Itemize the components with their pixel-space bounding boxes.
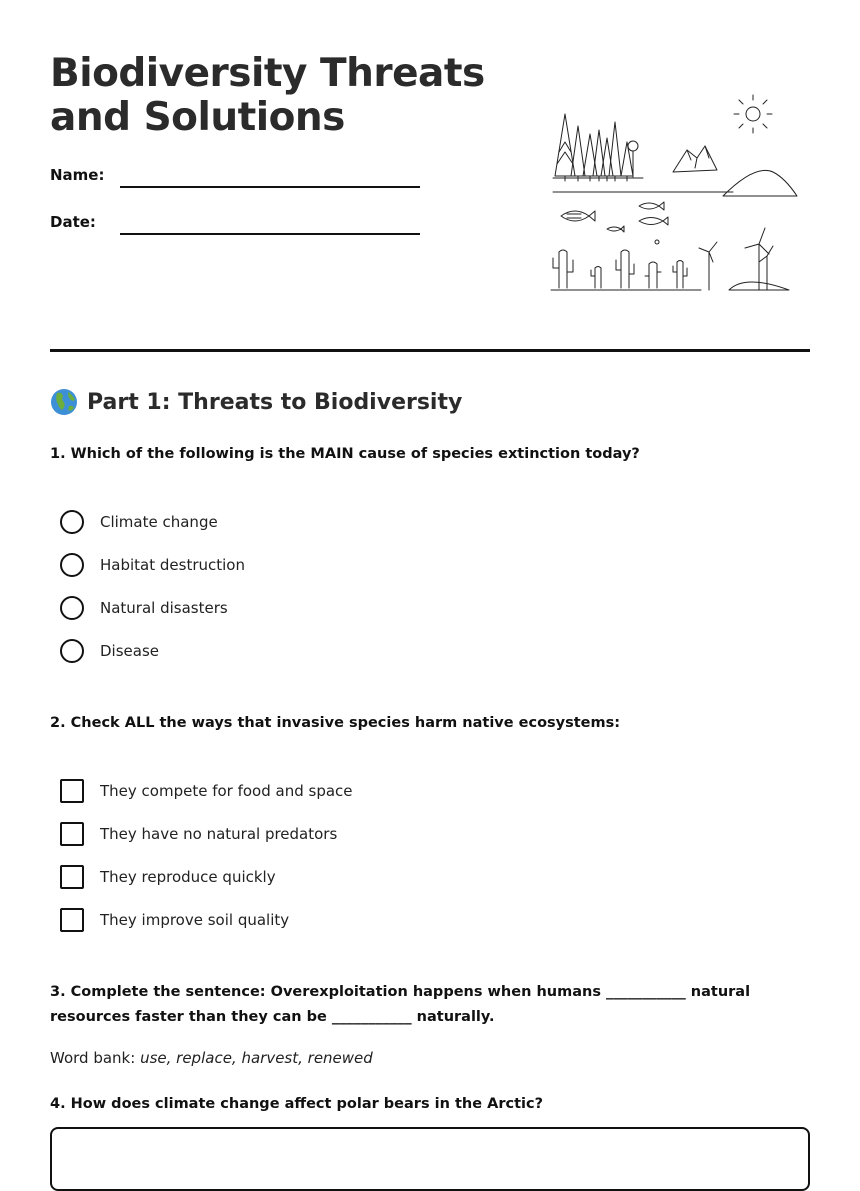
option-label: Disease [100, 642, 159, 660]
worksheet-title: Biodiversity Threats and Solutions [50, 51, 485, 140]
q4-answer-box[interactable] [50, 1127, 810, 1191]
mountain-icon [673, 146, 717, 172]
question-2: 2. Check ALL the ways that invasive species harm native ecosystems: [50, 715, 621, 731]
q1-option-3[interactable] [60, 595, 228, 621]
radio-button[interactable] [60, 639, 84, 663]
part1-heading [50, 388, 462, 416]
option-label: They reproduce quickly [100, 868, 276, 886]
date-label: Date: [50, 213, 96, 231]
option-label: Climate change [100, 513, 218, 531]
checkbox[interactable] [60, 822, 84, 846]
name-label: Name: [50, 166, 105, 184]
date-line[interactable] [120, 233, 420, 235]
q2-option-4[interactable] [60, 907, 289, 933]
section-divider [50, 349, 810, 352]
wind-turbine-icon [699, 228, 789, 290]
q1-option-4[interactable] [60, 638, 159, 664]
hill-icon [723, 170, 797, 196]
sun-icon [734, 95, 772, 133]
question-1: 1. Which of the following is the MAIN cause of species extinction today? [50, 446, 640, 462]
option-label: They improve soil quality [100, 911, 290, 929]
q2-option-2[interactable] [60, 821, 337, 847]
option-label: They compete for food and space [100, 782, 353, 800]
word-bank-words: use, replace, harvest, renewed [140, 1049, 373, 1067]
checkbox[interactable] [60, 865, 84, 889]
checkbox[interactable] [60, 908, 84, 932]
question-4: 4. How does climate change affect polar bears in the Arctic? [50, 1096, 543, 1112]
ecosystem-illustration [545, 92, 805, 302]
cactus-icon [551, 250, 701, 290]
word-bank [50, 1049, 373, 1067]
q2-option-3[interactable] [60, 864, 276, 890]
q2-option-1[interactable] [60, 778, 353, 804]
q1-option-1[interactable] [60, 509, 218, 535]
radio-button[interactable] [60, 596, 84, 620]
question-3: 3. Complete the sentence: Overexploitation happens when humans ___________ natural resources faster than they can be ___________ naturally. [50, 984, 751, 1025]
checkbox[interactable] [60, 779, 84, 803]
word-bank-label: Word bank: [50, 1049, 136, 1067]
q1-option-2[interactable] [60, 552, 245, 578]
option-label: Natural disasters [100, 599, 228, 617]
part1-title: Part 1: Threats to Biodiversity [87, 389, 463, 415]
fish-icon [561, 202, 668, 244]
radio-button[interactable] [60, 510, 84, 534]
option-label: Habitat destruction [100, 556, 245, 574]
forest-icon [553, 114, 643, 181]
globe-icon [50, 388, 78, 416]
radio-button[interactable] [60, 553, 84, 577]
name-line[interactable] [120, 186, 420, 188]
option-label: They have no natural predators [100, 825, 338, 843]
